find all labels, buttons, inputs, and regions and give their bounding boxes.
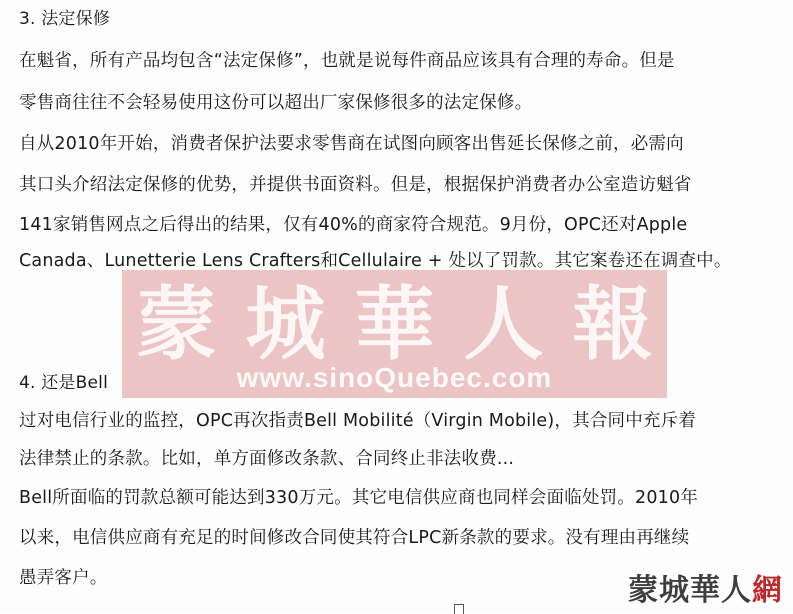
logo-accent-text: 網	[752, 573, 783, 608]
paragraph-line: 过对电信行业的监控，OPC再次指责Bell Mobilité（Virgin Mobile)，其合同中充斥着	[19, 411, 697, 431]
logo-main-text: 蒙城華人	[628, 573, 752, 608]
paragraph-line: 以来，电信供应商有充足的时间修改合同使其符合LPC新条款的要求。没有理由再继续	[19, 528, 690, 548]
paragraph-line: 愚弄客户。	[19, 568, 108, 588]
watermark-char: 報	[572, 277, 653, 371]
paragraph-line: 自从2010年开始，消费者保护法要求零售商在试图向顾客出售延长保修之前，必需向	[19, 134, 684, 154]
paragraph-line: Bell所面临的罚款总额可能达到330万元。其它电信供应商也同样会面临处罚。2010年	[19, 488, 699, 508]
paragraph-line: 零售商往往不会轻易使用这份可以超出厂家保修很多的法定保修。	[19, 93, 533, 113]
paragraph-line: 141家销售网点之后得出的结果，仅有40%的商家符合规范。9月份，OPC还对Apple	[19, 215, 688, 235]
watermark-char: 華	[354, 277, 435, 371]
watermark-char: 蒙	[136, 277, 217, 371]
paragraph-line: Canada、Lunetterie Lens Crafters和Cellulaire + 处以了罚款。其它案卷还在调查中。	[19, 251, 732, 271]
watermark-char: 城	[245, 277, 326, 371]
paragraph-line: 在魁省，所有产品均包含“法定保修”，也就是说每件商品应该具有合理的寿命。但是	[19, 51, 675, 71]
watermark-url: www.sinoQuebec.com	[236, 362, 553, 393]
paragraph-line: 其口头介绍法定保修的优势，并提供书面资料。但是，根据保护消费者办公室造访魁省	[19, 175, 692, 195]
section-3-heading: 3. 法定保修	[19, 9, 111, 29]
paragraph-line: 法律禁止的条款。比如，单方面修改条款、合同终止非法收费...	[19, 449, 515, 469]
watermark-char: 人	[463, 277, 544, 371]
section-4-heading: 4. 还是Bell	[19, 373, 108, 393]
